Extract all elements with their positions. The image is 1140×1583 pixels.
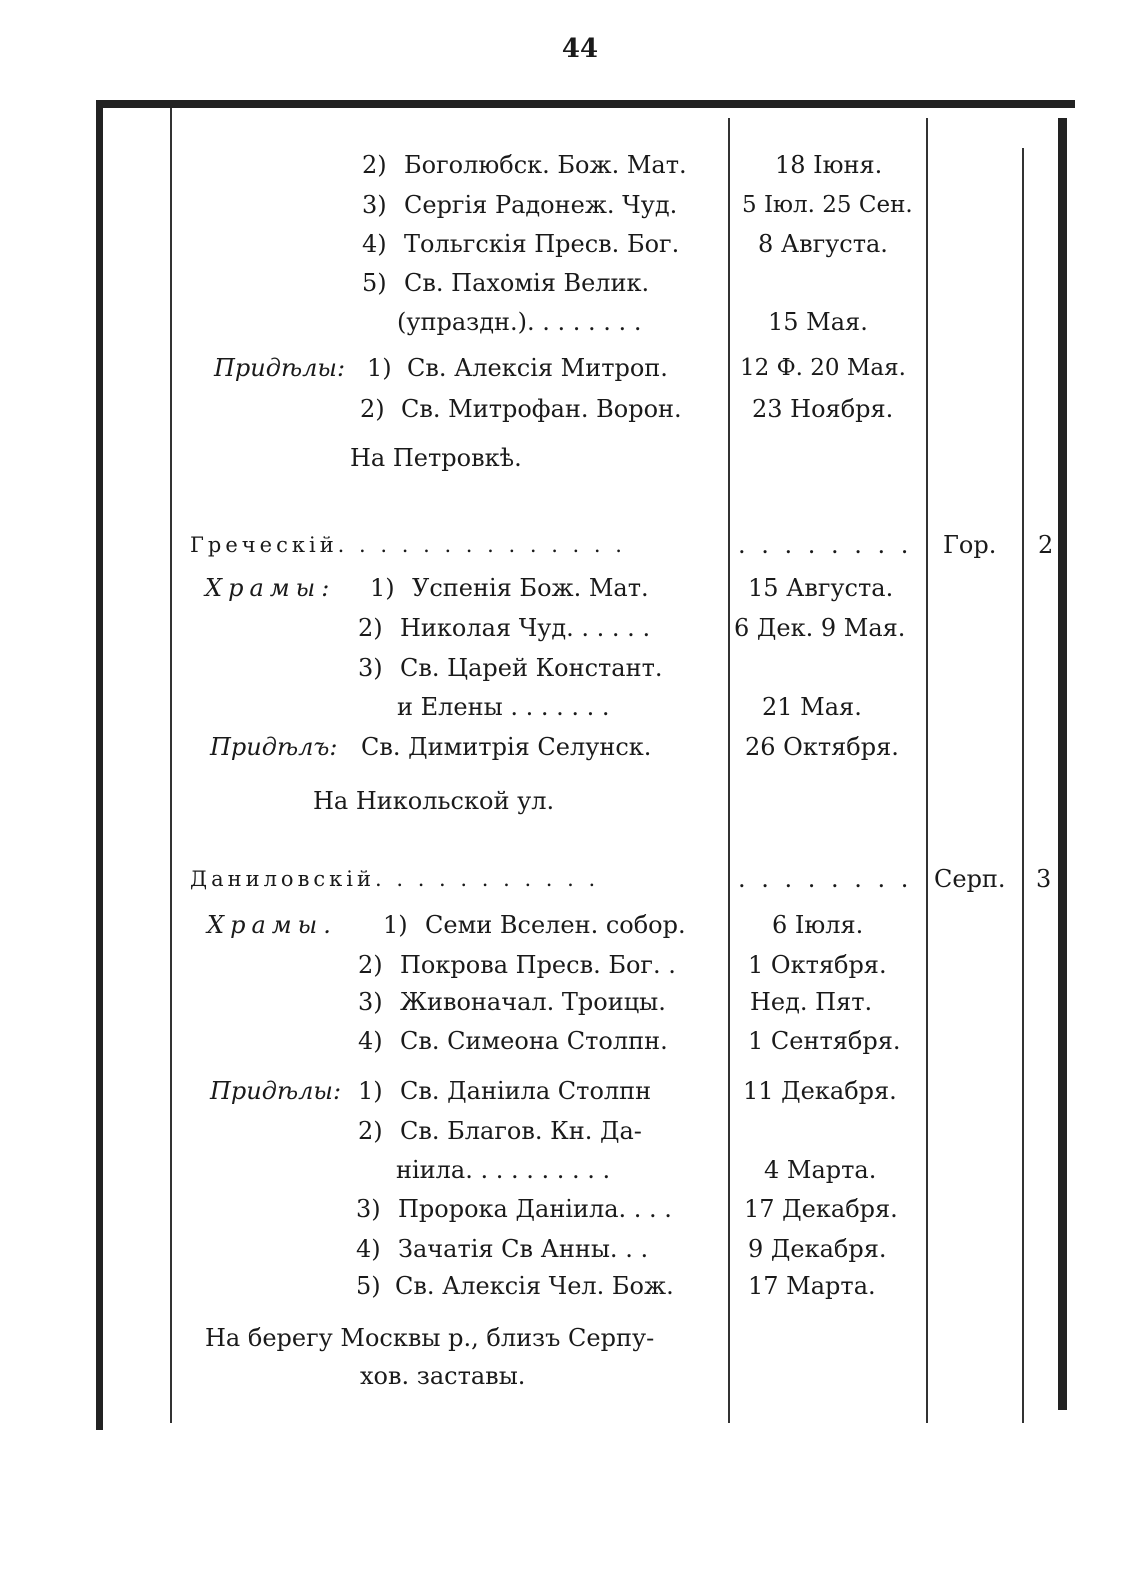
feast-date: 18 Іюня. <box>775 151 883 179</box>
location-heading: хов. заставы. <box>360 1362 526 1390</box>
entry-number: 2) <box>362 151 387 179</box>
entry-number: 2) <box>358 951 383 979</box>
feast-date: 15 Мая. <box>768 308 868 336</box>
feast-date: 6 Іюля. <box>772 911 864 939</box>
feast-date: 17 Марта. <box>748 1272 876 1300</box>
feast-date: 1 Октября. <box>748 951 887 979</box>
feast-date: 4 Марта. <box>764 1156 877 1184</box>
monastery-name: Греческій. . . . . . . . . . . . . . <box>190 533 626 557</box>
feast-date: 26 Октября. <box>745 733 899 761</box>
column-divider-1 <box>170 108 172 1423</box>
entry-text: нiила. . . . . . . . . . <box>396 1156 611 1184</box>
monastery-name: Даниловскій. . . . . . . . . . . <box>190 867 600 891</box>
entry-text: Св. Алексія Чел. Бож. <box>395 1272 674 1300</box>
feast-date: 11 Декабря. <box>743 1077 897 1105</box>
feast-date: Нед. Пят. <box>750 988 873 1016</box>
entry-text: Св. Пахомія Велик. <box>404 269 650 297</box>
entry-text: Семи Вселен. собор. <box>425 911 686 939</box>
column-number: 2 <box>1038 531 1054 559</box>
feast-date: 21 Мая. <box>762 693 862 721</box>
entry-number: 3) <box>356 1195 381 1223</box>
column-number: 3 <box>1036 865 1052 893</box>
entry-text: Успенія Бож. Мат. <box>412 574 649 602</box>
section-prefix: Храмы: <box>205 574 336 602</box>
section-prefix: Придѣлы: <box>214 354 346 382</box>
entry-text: Св. Митрофан. Ворон. <box>401 395 682 423</box>
entry-text: Св. Данiила Столпн <box>400 1077 652 1105</box>
feast-date: 6 Дек. 9 Мая. <box>734 614 906 642</box>
entry-text: Тольгскія Пресв. Бог. <box>404 230 680 258</box>
entry-text: Св. Димитрія Селунск. <box>361 733 652 761</box>
entry-text: и Елены . . . . . . . <box>397 693 610 721</box>
location-heading: На Никольской ул. <box>313 787 555 815</box>
district: Гор. <box>943 531 997 559</box>
district: Серп. <box>934 865 1006 893</box>
section-prefix: Храмы. <box>207 911 337 939</box>
left-border <box>96 100 103 1430</box>
feast-date: 15 Августа. <box>748 574 894 602</box>
feast-date: 5 Іюл. 25 Сен. <box>742 192 913 218</box>
location-heading: На Петровкѣ. <box>350 444 522 472</box>
column-divider-2 <box>728 118 730 1423</box>
feast-date: 8 Августа. <box>758 230 888 258</box>
entry-text: Живоначал. Троицы. <box>400 988 666 1016</box>
entry-number: 2) <box>358 614 383 642</box>
right-border <box>1058 118 1067 1410</box>
feast-date: . . . . . . . . <box>738 531 913 559</box>
entry-number: 4) <box>362 230 387 258</box>
entry-number: 1) <box>383 911 408 939</box>
entry-number: 2) <box>360 395 385 423</box>
feast-date: 17 Декабря. <box>744 1195 898 1223</box>
feast-date: . . . . . . . . <box>738 865 913 893</box>
entry-text: Зачатія Св Анны. . . <box>398 1235 649 1263</box>
entry-text: Св. Алексія Митроп. <box>407 354 668 382</box>
entry-text: Покрова Пресв. Бог. . <box>400 951 676 979</box>
entry-number: 4) <box>356 1235 381 1263</box>
entry-text: Пророка Данiила. . . . <box>398 1195 672 1223</box>
feast-date: 12 Ф. 20 Мая. <box>740 355 906 381</box>
feast-date: 23 Ноября. <box>752 395 894 423</box>
entry-number: 5) <box>356 1272 381 1300</box>
column-divider-3 <box>926 118 928 1423</box>
entry-text: Св. Благов. Кн. Да- <box>400 1117 642 1145</box>
entry-number: 4) <box>358 1027 383 1055</box>
column-divider-4 <box>1022 148 1024 1423</box>
feast-date: 1 Сентября. <box>748 1027 901 1055</box>
entry-text: Николая Чуд. . . . . . <box>400 614 651 642</box>
entry-number: 1) <box>358 1077 383 1105</box>
entry-number: 2) <box>358 1117 383 1145</box>
entry-number: 3) <box>358 988 383 1016</box>
entry-text: Св. Симеона Столпн. <box>400 1027 668 1055</box>
section-prefix: Придѣлы: <box>210 1077 342 1105</box>
entry-text: Св. Царей Констант. <box>400 654 663 682</box>
top-rule <box>100 100 1075 108</box>
location-heading: На берегу Москвы р., близъ Серпу- <box>205 1324 655 1352</box>
entry-text: Сергія Радонеж. Чуд. <box>404 191 678 219</box>
entry-text: (упраздн.). . . . . . . . <box>397 308 642 336</box>
entry-number: 1) <box>370 574 395 602</box>
page-number: 44 <box>561 34 599 64</box>
entry-text: Боголюбск. Бож. Мат. <box>404 151 687 179</box>
entry-number: 3) <box>362 191 387 219</box>
entry-number: 3) <box>358 654 383 682</box>
section-prefix: Придѣлъ: <box>210 733 338 761</box>
entry-number: 5) <box>362 269 387 297</box>
entry-number: 1) <box>367 354 392 382</box>
feast-date: 9 Декабря. <box>748 1235 887 1263</box>
